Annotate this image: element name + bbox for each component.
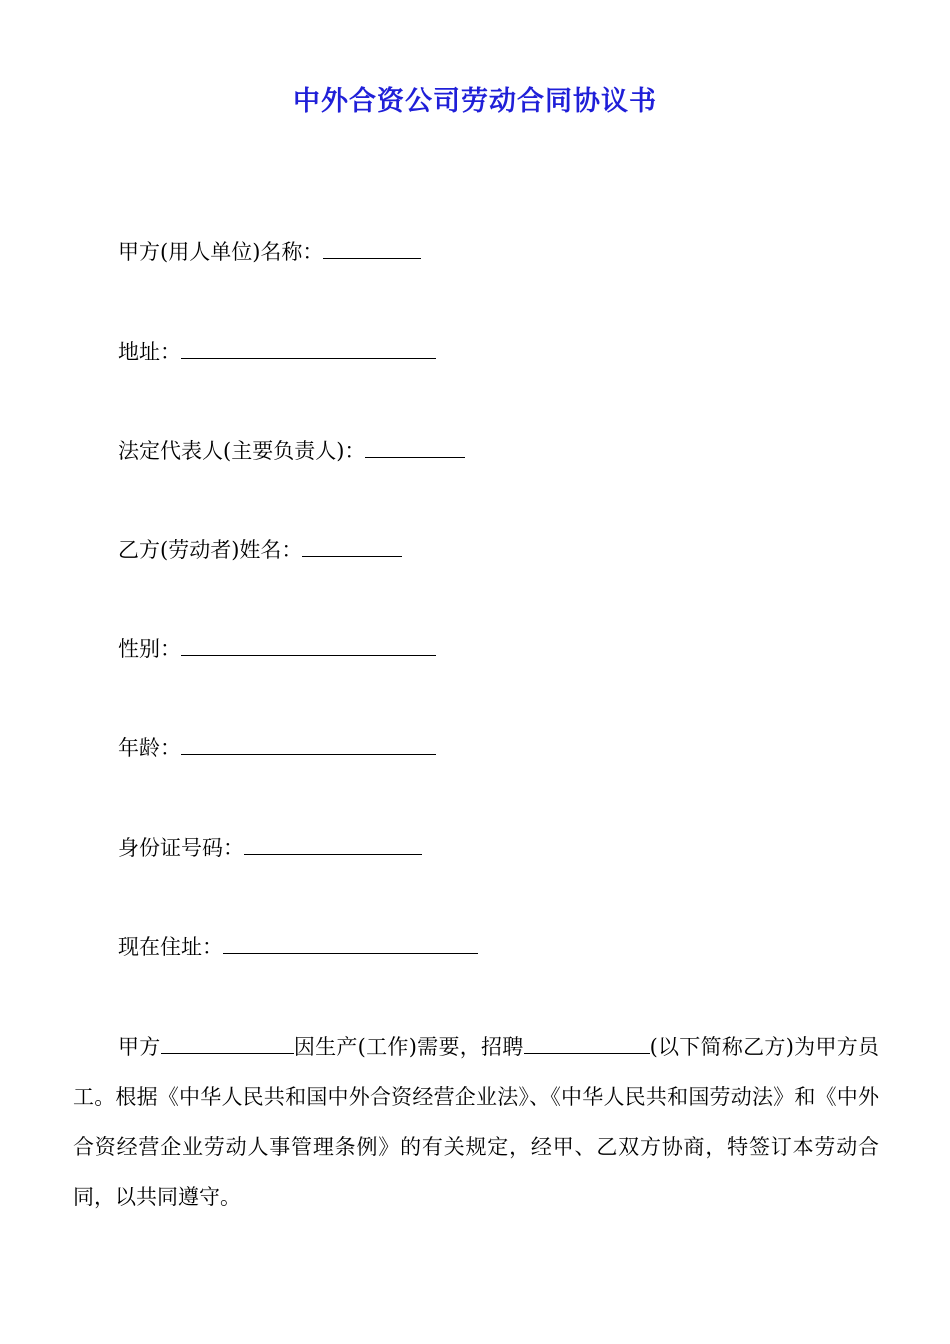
current-address-blank[interactable]: [223, 931, 478, 954]
employer-name-label: 甲方(用人单位)名称：: [118, 240, 324, 264]
document-title: 中外合资公司劳动合同协议书: [293, 86, 657, 117]
gender-label: 性别：: [118, 637, 181, 661]
employee-name-blank[interactable]: [302, 534, 402, 557]
id-number-field: [118, 832, 422, 863]
contract-intro-paragraph: [73, 1022, 879, 1222]
employee-inline-blank[interactable]: [524, 1031, 650, 1054]
legal-representative-label: 法定代表人(主要负责人)：: [118, 439, 366, 463]
paragraph-text-3: (以下简称乙方)为甲方员工。根据《中华人民共和国中外合资经营企业法》、《中华人民共和国劳动法》和《中外合资经营企业劳动人事管理条例》的有关规定，经甲、乙双方协商，特签订本劳动合同，以共同遵守。: [73, 1035, 880, 1209]
employer-name-blank[interactable]: [323, 236, 421, 259]
legal-representative-blank[interactable]: [365, 435, 465, 458]
id-number-blank[interactable]: [244, 832, 422, 855]
employer-name-field: [118, 236, 421, 267]
age-blank[interactable]: [181, 732, 436, 755]
age-label: 年龄：: [118, 736, 181, 760]
address-blank[interactable]: [181, 336, 436, 359]
id-number-label: 身份证号码：: [118, 836, 244, 860]
current-address-field: [118, 931, 478, 962]
current-address-label: 现在住址：: [118, 935, 223, 959]
gender-blank[interactable]: [181, 633, 436, 656]
paragraph-text-1: 甲方: [118, 1035, 161, 1059]
gender-field: [118, 633, 436, 664]
employee-name-label: 乙方(劳动者)姓名：: [118, 538, 303, 562]
paragraph-text-2: 因生产(工作)需要，招聘: [293, 1035, 524, 1059]
employer-inline-blank[interactable]: [161, 1031, 294, 1054]
employee-name-field: [118, 534, 402, 565]
address-label: 地址：: [118, 340, 181, 364]
address-field: [118, 336, 436, 367]
age-field: [118, 732, 436, 763]
legal-representative-field: [118, 435, 465, 466]
